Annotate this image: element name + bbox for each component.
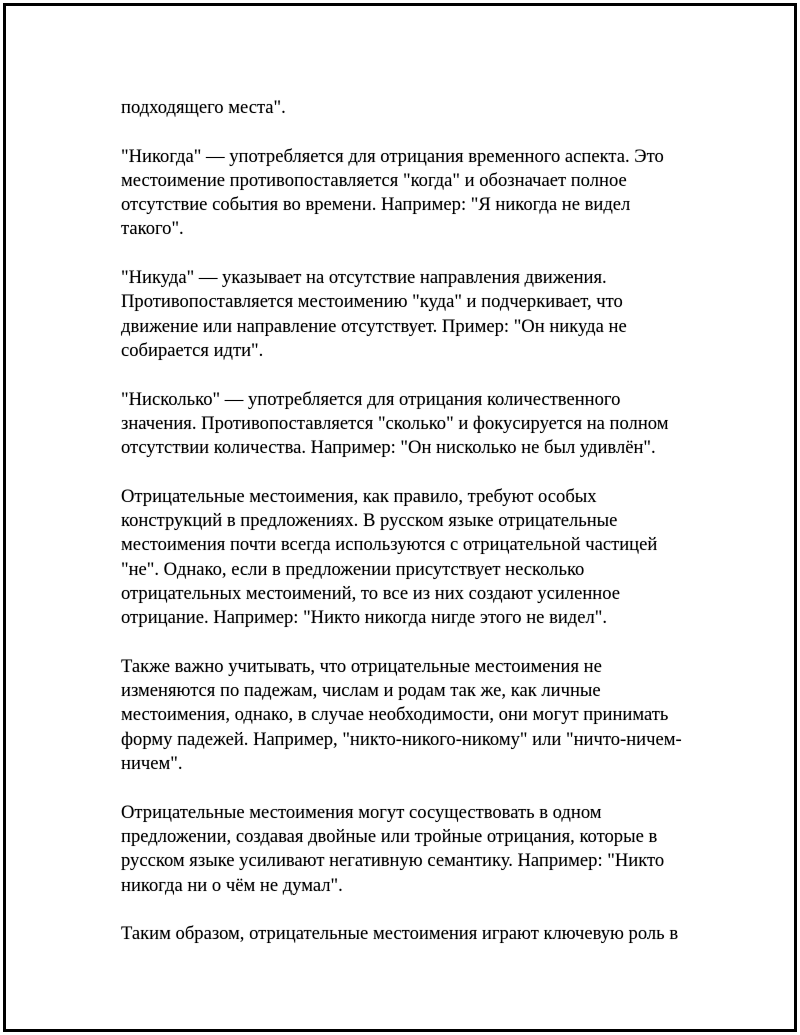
text-line: Отрицательные местоимения, как правило, требуют особых bbox=[121, 485, 597, 507]
text-line: предложении, создавая двойные или тройные отрицания, которые в bbox=[121, 825, 658, 847]
text-line: "не". Однако, если в предложении присутствует несколько bbox=[121, 558, 585, 580]
text-line: форму падежей. Например, "никто-никого-никому" или "ничто-ничем- bbox=[121, 728, 682, 750]
text-line: отсутствие события во времени. Например: "Я никогда не видел bbox=[121, 194, 631, 216]
paragraph-3 bbox=[121, 266, 681, 363]
text-line: изменяются по падежам, числам и родам так же, как личные bbox=[121, 680, 601, 702]
text-line: отрицательных местоимений, то все из них создают усиленное bbox=[121, 582, 620, 604]
text-line: Также важно учитывать, что отрицательные местоимения не bbox=[121, 655, 602, 677]
paragraph-4 bbox=[121, 388, 681, 461]
text-line: "Нисколько" — употребляется для отрицания количественного bbox=[121, 388, 621, 410]
paragraph-2 bbox=[121, 145, 681, 242]
paragraph-6 bbox=[121, 655, 681, 776]
paragraph-7 bbox=[121, 801, 681, 898]
text-line: отрицание. Например: "Никто никогда нигде этого не видел". bbox=[121, 607, 608, 629]
text-line: собирается идти". bbox=[121, 339, 264, 361]
text-line: Отрицательные местоимения могут сосуществовать в одном bbox=[121, 801, 602, 823]
text-line: ничем". bbox=[121, 753, 183, 775]
text-line: отсутствии количества. Например: "Он нисколько не был удивлён". bbox=[121, 437, 656, 459]
page-frame bbox=[3, 3, 797, 1032]
text-line: "Никуда" — указывает на отсутствие направления движения. bbox=[121, 267, 607, 289]
text-line: конструкций в предложениях. В русском языке отрицательные bbox=[121, 510, 618, 532]
text-line: такого". bbox=[121, 218, 184, 240]
paragraph-1 bbox=[121, 96, 681, 120]
paragraph-5 bbox=[121, 485, 681, 631]
text-line: русском языке усиливают негативную семантику. Например: "Никто bbox=[121, 850, 665, 872]
text-line: местоимения, однако, в случае необходимости, они могут принимать bbox=[121, 704, 669, 726]
text-line: "Никогда" — употребляется для отрицания временного аспекта. Это bbox=[121, 145, 664, 167]
text-line: подходящего места". bbox=[121, 97, 286, 118]
text-line: местоимения почти всегда используются с отрицательной частицей bbox=[121, 534, 658, 556]
document-body bbox=[121, 96, 681, 971]
text-line: Противопоставляется местоимению "куда" и подчеркивает, что bbox=[121, 291, 623, 313]
paragraph-8 bbox=[121, 922, 681, 946]
text-line: никогда ни о чём не думал". bbox=[121, 874, 343, 896]
text-line: движение или направление отсутствует. Пример: "Он никуда не bbox=[121, 315, 627, 337]
text-line: местоимение противопоставляется "когда" и обозначает полное bbox=[121, 169, 627, 191]
text-line: Таким образом, отрицательные местоимения играют ключевую роль в bbox=[121, 923, 679, 945]
text-line: значения. Противопоставляется "сколько" и фокусируется на полном bbox=[121, 412, 669, 434]
